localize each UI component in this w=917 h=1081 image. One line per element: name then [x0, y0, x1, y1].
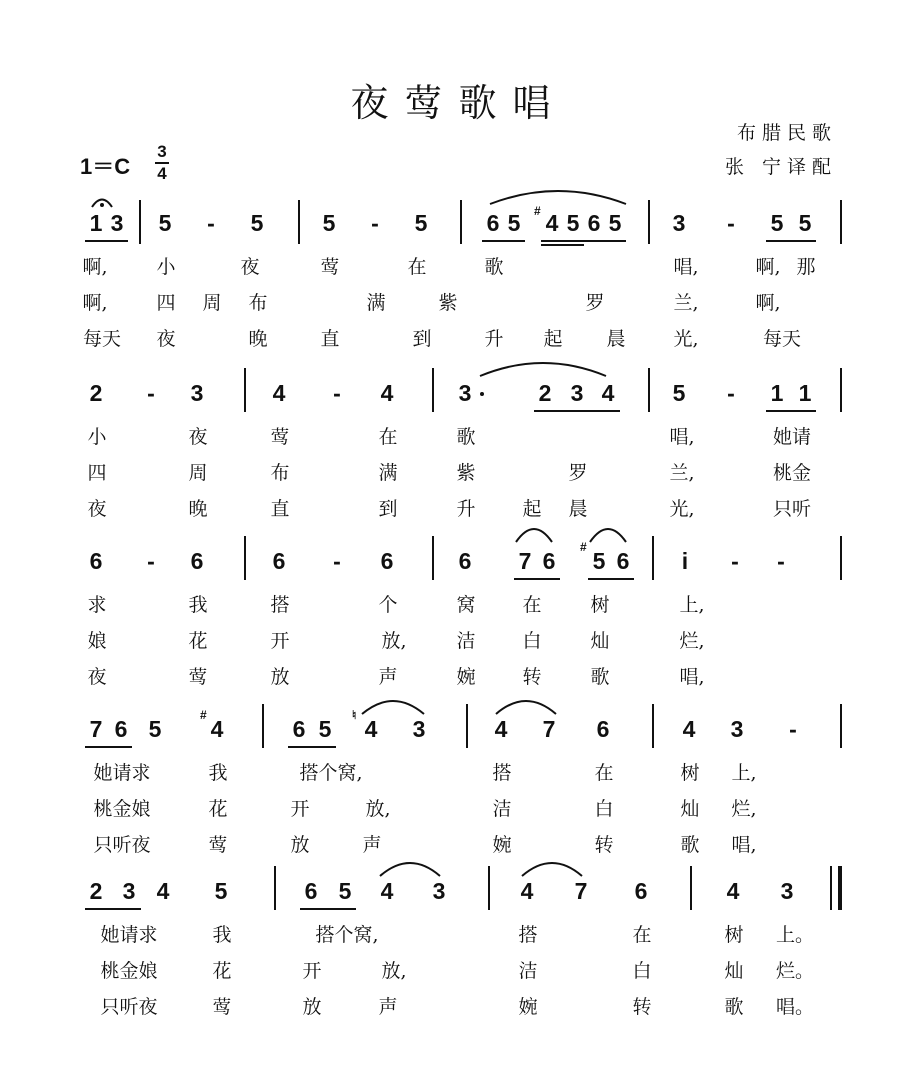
lyric: 求	[87, 594, 107, 616]
note: -	[371, 210, 379, 236]
note: -	[147, 548, 155, 574]
note: 5	[798, 210, 812, 236]
note: 5	[414, 210, 428, 236]
slur-mark	[494, 696, 558, 716]
lyric: 她请	[772, 426, 811, 448]
lyric: 声	[378, 666, 398, 688]
bar-line	[648, 368, 650, 412]
lyric: 在	[407, 256, 427, 278]
lyrics-verse-3	[0, 992, 917, 1026]
lyric: 上,	[679, 594, 705, 616]
note: 7	[89, 716, 103, 742]
lyric: 我	[208, 762, 228, 784]
lyric: 放,	[365, 798, 391, 820]
note: 5	[322, 210, 336, 236]
note: -	[333, 380, 341, 406]
lyric: 紫	[438, 292, 458, 314]
translator-credit: 张 宁译配	[724, 156, 837, 178]
lyric: 莺	[212, 996, 232, 1018]
note: 6	[587, 210, 601, 236]
note: 6	[486, 210, 500, 236]
note: 6	[380, 548, 394, 574]
bar-line	[298, 200, 300, 244]
bar-line	[460, 200, 462, 244]
lyric: 直	[320, 328, 340, 350]
lyric: 晚	[188, 498, 208, 520]
note: 7	[518, 548, 532, 574]
lyric: 莺	[270, 426, 290, 448]
bar-line	[466, 704, 468, 748]
natural-sign: ♮	[352, 708, 357, 722]
key-signature: 1＝C	[80, 154, 131, 179]
slur-mark	[360, 696, 426, 716]
lyric: 洁	[518, 960, 538, 982]
note: -	[777, 548, 785, 574]
lyric: 桃金娘	[100, 960, 158, 982]
note: 6	[89, 548, 103, 574]
lyric: 四	[87, 462, 107, 484]
lyrics-verse-1	[0, 920, 917, 954]
note: 4	[520, 878, 534, 904]
lyric: 灿	[590, 630, 610, 652]
note: 6	[304, 878, 318, 904]
note: 6	[114, 716, 128, 742]
lyric: 婉	[456, 666, 476, 688]
notes-row	[0, 362, 917, 408]
lyric: 每天	[82, 328, 121, 350]
slur-mark	[514, 524, 554, 544]
lyric: 四	[156, 292, 176, 314]
lyric: 小	[156, 256, 176, 278]
note: 3	[190, 380, 204, 406]
note: 4	[726, 878, 740, 904]
lyric: 夜	[240, 256, 260, 278]
time-signature-top: 3	[157, 142, 167, 161]
lyrics-verse-2	[0, 626, 917, 660]
note: 5	[770, 210, 784, 236]
notes-row	[0, 530, 917, 576]
lyric: 歌	[456, 426, 476, 448]
lyric: 搭个窝,	[315, 924, 379, 946]
lyric: 搭	[492, 762, 512, 784]
note: 3	[110, 210, 124, 236]
bar-line	[690, 866, 692, 910]
bar-line	[432, 368, 434, 412]
lyric: 唱。	[776, 996, 815, 1018]
lyric: 我	[188, 594, 208, 616]
note: 2	[89, 878, 103, 904]
note: 6	[596, 716, 610, 742]
final-bar-line	[830, 866, 832, 910]
lyric: 唱,	[731, 834, 757, 856]
note: -	[789, 716, 797, 742]
note: 4	[364, 716, 378, 742]
lyric: 开	[290, 798, 310, 820]
bar-line	[840, 368, 842, 412]
note: 7	[542, 716, 556, 742]
lyric: 罗	[568, 462, 588, 484]
note: 1	[770, 380, 784, 406]
lyric: 直	[270, 498, 290, 520]
lyric: 灿	[724, 960, 744, 982]
note: -	[207, 210, 215, 236]
note: 4	[380, 380, 394, 406]
notes-row	[0, 864, 917, 910]
lyric: 开	[302, 960, 322, 982]
lyric: 只听夜	[100, 996, 158, 1018]
note: 4	[156, 878, 170, 904]
bar-line	[840, 536, 842, 580]
time-signature-bottom: 4	[157, 164, 167, 183]
bar-line	[244, 536, 246, 580]
song-title: 夜莺歌唱	[350, 81, 567, 125]
lyric: 搭	[270, 594, 290, 616]
note: 5	[214, 878, 228, 904]
lyric: 升	[484, 328, 504, 350]
lyric: 桃金娘	[93, 798, 151, 820]
lyric: 转	[632, 996, 652, 1018]
lyrics-verse-3	[0, 324, 917, 358]
lyric: 白	[594, 798, 614, 820]
lyric: 歌	[590, 666, 610, 688]
note: 6	[190, 548, 204, 574]
sharp-sign: #	[580, 540, 587, 554]
lyric: 婉	[518, 996, 538, 1018]
lyric: 啊,	[82, 256, 108, 278]
lyric: 放,	[381, 960, 407, 982]
lyric: 她请求	[100, 924, 158, 946]
lyric: 光,	[669, 498, 695, 520]
lyric: 上,	[731, 762, 757, 784]
lyric: 到	[412, 328, 432, 350]
lyric: 树	[724, 924, 744, 946]
note: 5	[148, 716, 162, 742]
lyrics-verse-3	[0, 494, 917, 528]
lyric: 兰,	[669, 462, 695, 484]
lyric: 开	[270, 630, 290, 652]
lyric: 婉	[492, 834, 512, 856]
lyric: 个	[378, 594, 398, 616]
lyrics-verse-1	[0, 252, 917, 286]
note: 5	[566, 210, 580, 236]
note: 4	[545, 210, 559, 236]
lyric: 满	[366, 292, 386, 314]
note: 4	[272, 380, 286, 406]
lyrics-verse-2	[0, 794, 917, 828]
note: i	[681, 548, 689, 574]
note: 4	[601, 380, 615, 406]
lyrics-verse-1	[0, 422, 917, 456]
lyric: 放	[290, 834, 310, 856]
slur-mark	[588, 524, 628, 544]
lyric: 莺	[208, 834, 228, 856]
lyric: 周	[188, 462, 208, 484]
lyrics-verse-2	[0, 458, 917, 492]
lyric: 放	[270, 666, 290, 688]
lyric: 到	[378, 498, 398, 520]
lyric: 周	[202, 292, 222, 314]
lyrics-verse-3	[0, 662, 917, 696]
lyric: 烂,	[731, 798, 757, 820]
note: 3	[412, 716, 426, 742]
lyric: 在	[632, 924, 652, 946]
lyric: 啊,	[82, 292, 108, 314]
lyric: 我	[212, 924, 232, 946]
lyrics-verse-1	[0, 758, 917, 792]
lyric: 满	[378, 462, 398, 484]
lyric: 夜	[188, 426, 208, 448]
lyric: 转	[594, 834, 614, 856]
note: 1	[798, 380, 812, 406]
note: 5	[158, 210, 172, 236]
lyric: 紫	[456, 462, 476, 484]
lyric: 小	[87, 426, 107, 448]
note: 5	[608, 210, 622, 236]
lyric: 晚	[248, 328, 268, 350]
note: 2	[89, 380, 103, 406]
notes-row	[0, 200, 917, 246]
lyrics-verse-1	[0, 590, 917, 624]
lyric: 晨	[568, 498, 588, 520]
bar-line	[244, 368, 246, 412]
bar-line	[652, 536, 654, 580]
lyric: 转	[522, 666, 542, 688]
bar-line	[840, 200, 842, 244]
lyric: 桃金	[772, 462, 811, 484]
bar-line	[274, 866, 276, 910]
lyric: 花	[188, 630, 208, 652]
slur-mark	[378, 858, 442, 878]
lyric: 起	[522, 498, 542, 520]
lyric: 娘	[87, 630, 107, 652]
lyric: 搭	[518, 924, 538, 946]
lyric: 白	[632, 960, 652, 982]
note: 2	[538, 380, 552, 406]
note: 6	[292, 716, 306, 742]
lyric: 唱,	[669, 426, 695, 448]
lyric: 光,	[673, 328, 699, 350]
lyric: 布	[248, 292, 268, 314]
lyric: 夜	[156, 328, 176, 350]
lyric: 罗	[585, 292, 605, 314]
note: 3	[122, 878, 136, 904]
time-signature	[155, 143, 169, 183]
note: 4	[494, 716, 508, 742]
lyric: 声	[378, 996, 398, 1018]
note: 5	[507, 210, 521, 236]
lyric: 白	[522, 630, 542, 652]
lyric: 在	[522, 594, 542, 616]
lyric: 歌	[724, 996, 744, 1018]
notes-row	[0, 698, 917, 744]
note: 3	[780, 878, 794, 904]
note: 3	[730, 716, 744, 742]
note: -	[727, 210, 735, 236]
note: -	[731, 548, 739, 574]
lyric: 每天	[762, 328, 801, 350]
note: 3	[458, 380, 472, 406]
sharp-sign: #	[534, 204, 541, 218]
lyric: 起	[543, 328, 563, 350]
origin-credit: 布腊民歌	[736, 122, 837, 144]
bar-line	[840, 704, 842, 748]
note: 3	[672, 210, 686, 236]
lyric: 啊,	[755, 292, 781, 314]
note: 5	[318, 716, 332, 742]
note: 3	[570, 380, 584, 406]
bar-line	[432, 536, 434, 580]
lyric: 洁	[492, 798, 512, 820]
lyric: 夜	[87, 666, 107, 688]
sharp-sign: #	[200, 708, 207, 722]
lyric: 兰,	[673, 292, 699, 314]
lyric: 升	[456, 498, 476, 520]
note: 4	[210, 716, 224, 742]
bar-line	[652, 704, 654, 748]
lyrics-verse-2	[0, 288, 917, 322]
lyric: 她请求	[93, 762, 151, 784]
lyric: 放	[302, 996, 322, 1018]
note: 5	[672, 380, 686, 406]
note: 6	[272, 548, 286, 574]
lyric: 窝	[456, 594, 476, 616]
lyric: 在	[594, 762, 614, 784]
lyric: 布	[270, 462, 290, 484]
bar-line	[648, 200, 650, 244]
note: 5	[592, 548, 606, 574]
lyric: 树	[590, 594, 610, 616]
note: -	[147, 380, 155, 406]
lyric: 放,	[381, 630, 407, 652]
lyric: 上。	[776, 924, 815, 946]
note: 5	[338, 878, 352, 904]
lyric: 树	[680, 762, 700, 784]
note: 4	[682, 716, 696, 742]
note: 6	[458, 548, 472, 574]
lyric: 花	[208, 798, 228, 820]
lyric: 夜	[87, 498, 107, 520]
lyric: 啊,	[755, 256, 781, 278]
fermata-mark	[90, 194, 114, 208]
note: 6	[616, 548, 630, 574]
lyric: 唱,	[673, 256, 699, 278]
note: 4	[380, 878, 394, 904]
lyric: 莺	[188, 666, 208, 688]
lyrics-verse-2	[0, 956, 917, 990]
lyric: 烂。	[776, 960, 815, 982]
note: -	[727, 380, 735, 406]
note: 5	[250, 210, 264, 236]
note: 6	[542, 548, 556, 574]
lyric: 歌	[484, 256, 504, 278]
slur-mark	[520, 858, 584, 878]
slur-mark	[488, 186, 628, 206]
lyric: 只听	[772, 498, 811, 520]
lyric: 烂,	[679, 630, 705, 652]
lyric: 只听夜	[93, 834, 151, 856]
lyric: 那	[796, 256, 816, 278]
bar-line	[139, 200, 141, 244]
lyric: 声	[362, 834, 382, 856]
bar-line	[262, 704, 264, 748]
note: 7	[574, 878, 588, 904]
note: 6	[634, 878, 648, 904]
slur-mark	[478, 358, 608, 378]
lyric: 灿	[680, 798, 700, 820]
lyric: 晨	[606, 328, 626, 350]
lyric: 歌	[680, 834, 700, 856]
lyric: 唱,	[679, 666, 705, 688]
note: -	[333, 548, 341, 574]
final-bar-line-thick	[838, 866, 842, 910]
note: 3	[432, 878, 446, 904]
bar-line	[488, 866, 490, 910]
lyric: 在	[378, 426, 398, 448]
lyric: 花	[212, 960, 232, 982]
lyrics-verse-3	[0, 830, 917, 864]
lyric: 莺	[320, 256, 340, 278]
lyric: 搭个窝,	[299, 762, 363, 784]
note: 1	[89, 210, 103, 236]
lyric: 洁	[456, 630, 476, 652]
